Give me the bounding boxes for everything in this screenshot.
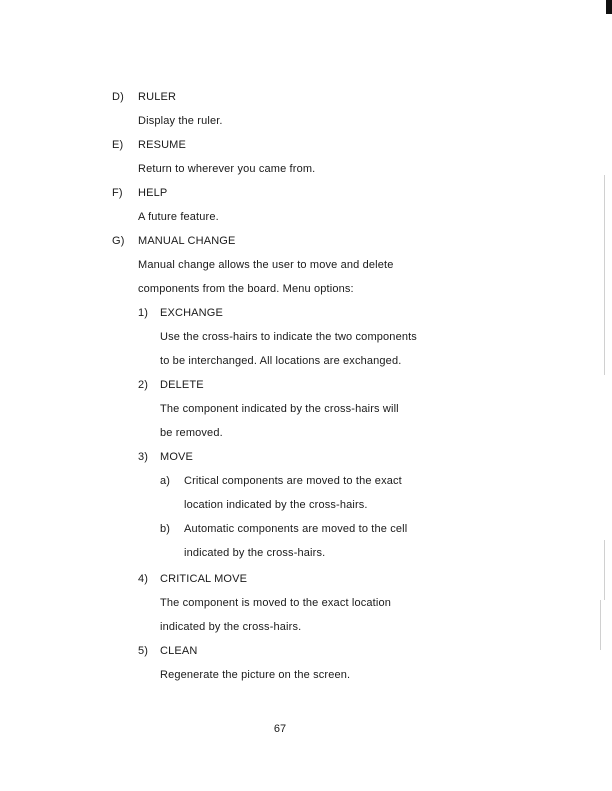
subitem-text: Critical components are moved to the exact — [184, 475, 402, 487]
section-e-text: Return to wherever you came from. — [138, 163, 316, 175]
section-d-title: RULER — [138, 91, 177, 103]
option-exchange-heading — [138, 307, 223, 319]
subitem-b-line — [160, 523, 407, 535]
option-marker: 2) — [138, 379, 149, 391]
option-clean-heading — [138, 645, 197, 657]
subitem-a-line — [160, 475, 402, 487]
option-title: CRITICAL MOVE — [160, 573, 248, 585]
section-d-text: Display the ruler. — [138, 115, 223, 127]
subitem-a-line: location indicated by the cross-hairs. — [184, 499, 368, 511]
option-marker: 1) — [138, 307, 149, 319]
option-title: CLEAN — [160, 645, 198, 657]
option-delete-line: The component indicated by the cross-hairs will — [160, 403, 399, 415]
section-g-title: MANUAL CHANGE — [138, 235, 236, 247]
option-critical-move-line: indicated by the cross-hairs. — [160, 621, 302, 633]
page-number: 67 — [273, 723, 287, 735]
option-title: DELETE — [160, 379, 204, 391]
scan-edge-line — [600, 600, 601, 650]
option-marker: 4) — [138, 573, 149, 585]
option-clean-line: Regenerate the picture on the screen. — [160, 669, 351, 681]
section-f-title: HELP — [138, 187, 168, 199]
section-g-line: Manual change allows the user to move and delete — [138, 259, 394, 271]
section-e-marker: E) — [112, 139, 124, 151]
section-e-heading — [112, 139, 186, 151]
section-g-heading — [112, 235, 236, 247]
section-e-title: RESUME — [138, 139, 186, 151]
option-exchange-line: to be interchanged. All locations are exchanged. — [160, 355, 402, 367]
option-critical-move-heading — [138, 573, 247, 585]
section-f-marker: F) — [112, 187, 123, 199]
option-move-heading — [138, 451, 193, 463]
option-delete-heading — [138, 379, 204, 391]
option-title: MOVE — [160, 451, 193, 463]
section-d-heading — [112, 91, 176, 103]
scan-edge-line — [604, 540, 605, 600]
section-f-heading — [112, 187, 167, 199]
section-g-marker: G) — [112, 235, 125, 247]
option-critical-move-line: The component is moved to the exact location — [160, 597, 392, 609]
option-marker: 5) — [138, 645, 149, 657]
option-exchange-line: Use the cross-hairs to indicate the two components — [160, 331, 417, 343]
subitem-marker: a) — [160, 475, 171, 487]
section-g-line: components from the board. Menu options: — [138, 283, 354, 295]
section-d-marker: D) — [112, 91, 124, 103]
scan-corner-mark — [606, 0, 612, 14]
scan-edge-line — [604, 175, 605, 375]
option-delete-line: be removed. — [160, 427, 223, 439]
subitem-b-line: indicated by the cross-hairs. — [184, 547, 326, 559]
option-marker: 3) — [138, 451, 149, 463]
subitem-marker: b) — [160, 523, 171, 535]
section-f-text: A future feature. — [138, 211, 219, 223]
option-title: EXCHANGE — [160, 307, 223, 319]
subitem-text: Automatic components are moved to the cell — [184, 523, 408, 535]
